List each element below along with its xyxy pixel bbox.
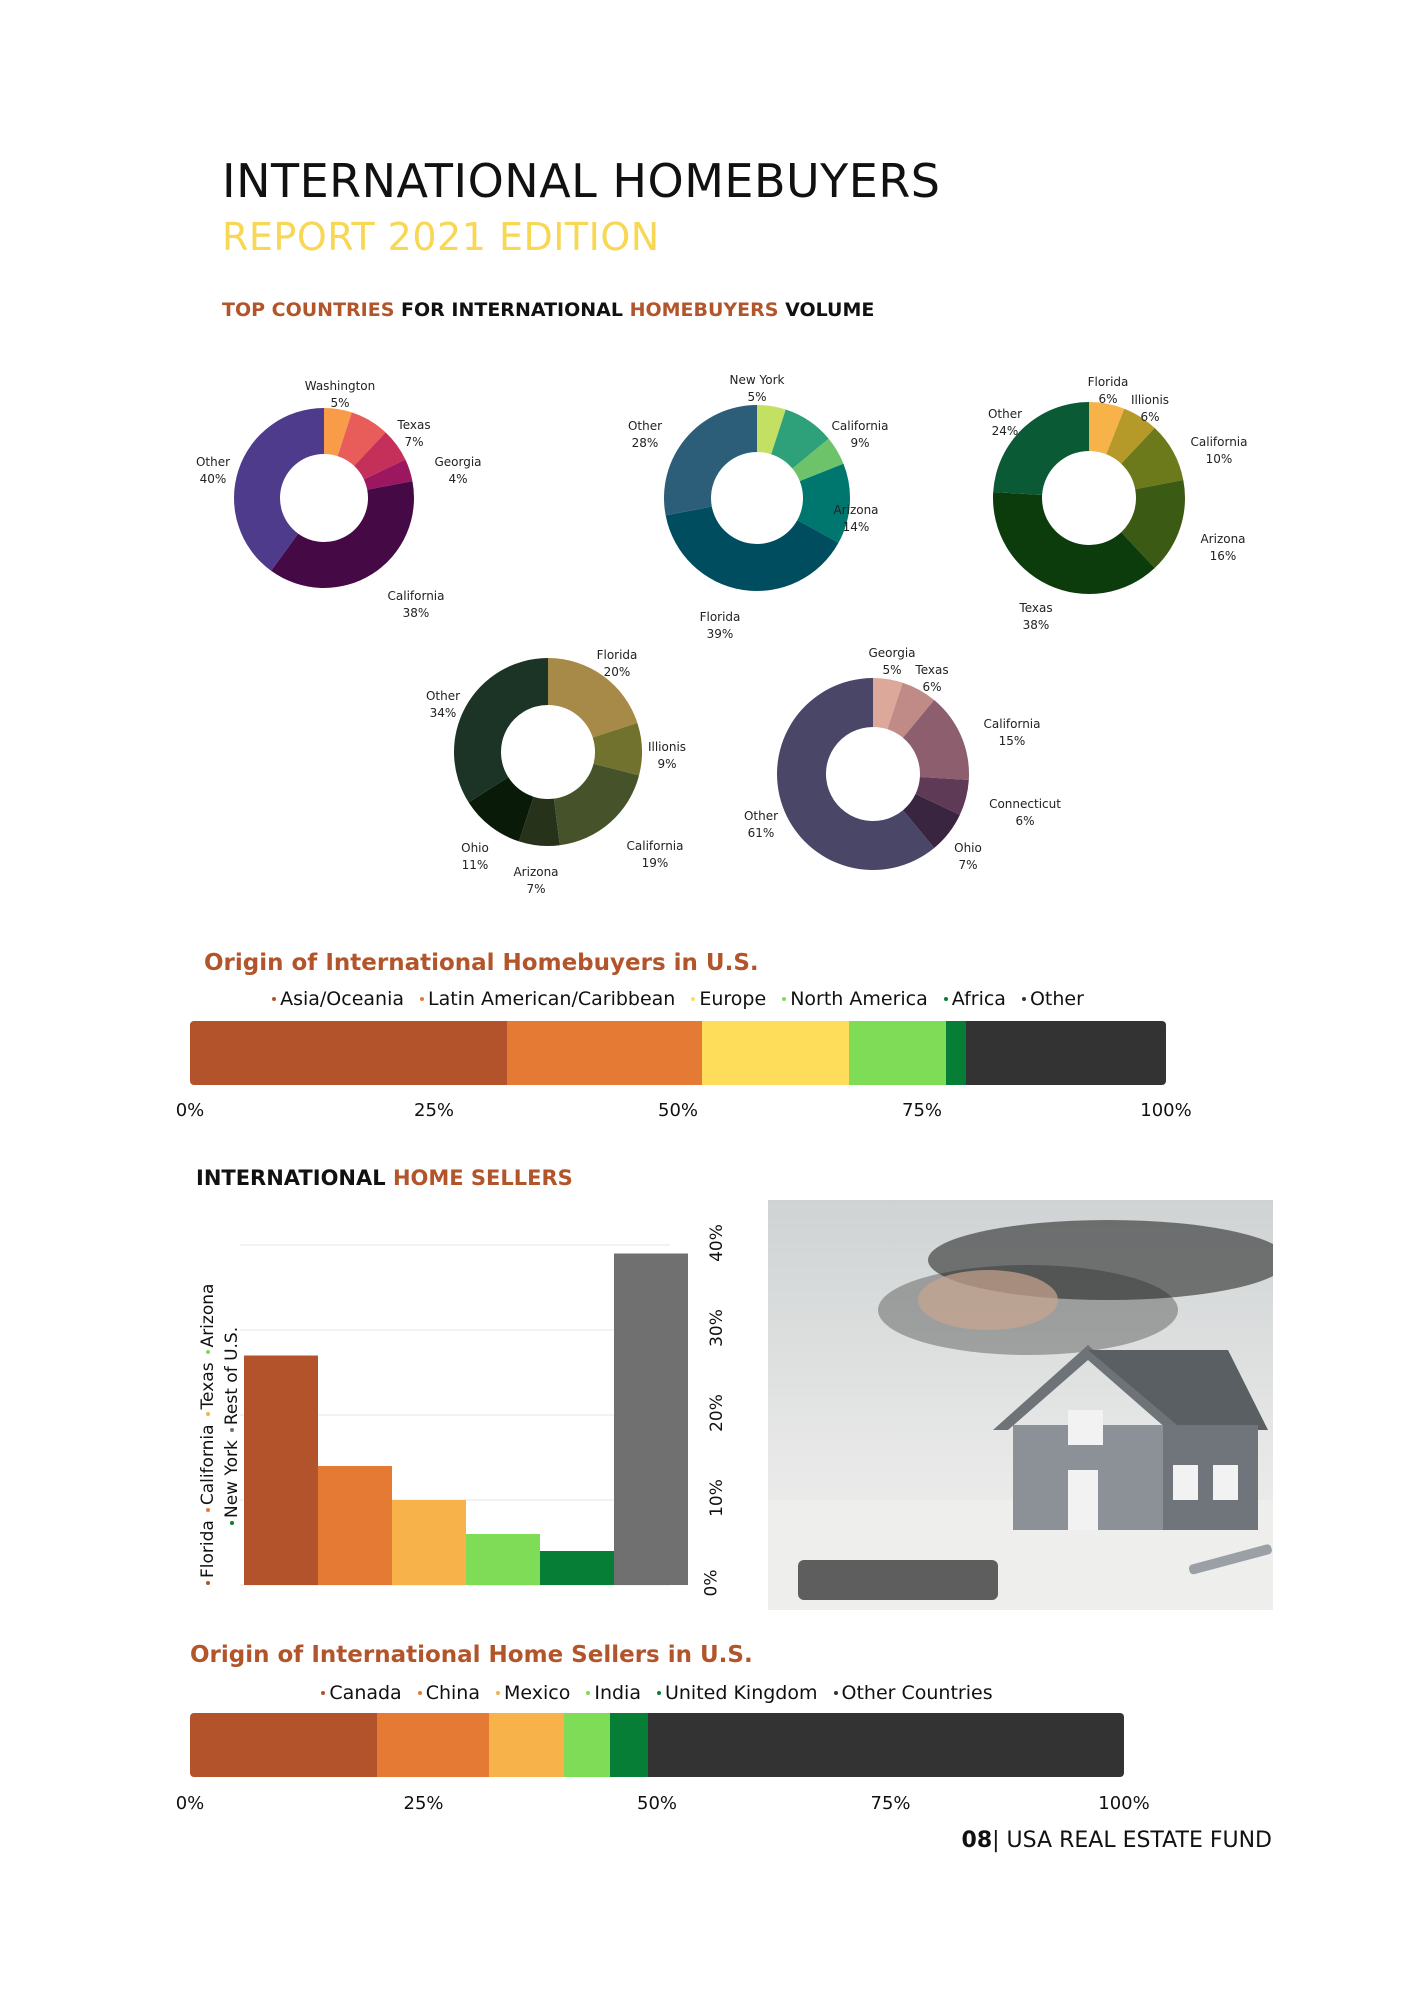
donut3-label [1191,434,1248,468]
legend-swatch [586,1691,590,1695]
legend-item [657,1682,818,1704]
legend-swatch [834,1691,838,1695]
slice-percent: 5% [747,390,767,404]
page-footer [962,1828,1272,1853]
slice-name: Other [743,809,779,823]
donut3-label [1200,531,1245,565]
donut4-chart [452,656,644,848]
legend-item [198,1520,218,1585]
slice-name: New York [729,373,785,387]
donut2-chart [662,403,852,593]
donut1-label [196,454,230,488]
legend-label: Other [1029,988,1084,1010]
bar-segment-mexico [489,1713,564,1777]
axis-tick-label: 0% [175,1100,205,1121]
slice-percent: 6% [1140,410,1160,424]
slice-percent: 5% [882,663,902,677]
house-handshake-photo [768,1200,1273,1610]
slice-percent: 61% [747,826,775,840]
donut2-label [700,609,741,643]
legend-label: North America [790,988,928,1010]
donut3-slice-texas [993,492,1155,594]
legend-label: Asia/Oceania [280,988,404,1010]
donut4-label [648,739,686,773]
donut3-label [1088,374,1129,408]
bar-segment-africa [946,1021,966,1085]
legend-item [321,1682,401,1704]
slice-name: Washington [304,379,376,393]
footer-text: | USA REAL ESTATE FUND [992,1828,1272,1853]
legend-swatch [206,1350,210,1354]
legend-label: Mexico [504,1682,571,1704]
slice-name: Florida [699,610,741,624]
bar-rest-of-u-s- [614,1254,688,1586]
axis-tick-label: 75% [870,1793,911,1814]
y-tick-label: 20% [706,1394,727,1432]
axis-tick-label: 0% [175,1793,205,1814]
slice-name: Georgia [434,455,482,469]
slice-percent: 24% [991,424,1019,438]
legend-swatch [206,1581,210,1585]
slice-percent: 10% [1205,452,1233,466]
legend-swatch [691,997,695,1001]
bar-texas [392,1500,466,1585]
slice-name: Other [987,407,1023,421]
axis-tick-label: 100% [1098,1793,1150,1814]
donut3-label [1019,600,1052,634]
page-subtitle: REPORT 2021 EDITION [222,215,660,259]
legend-item [198,1362,218,1416]
legend-label: China [425,1682,480,1704]
slice-name: California [831,419,889,433]
sellers-legend-row1 [198,1276,218,1585]
y-tick-label: 30% [706,1309,727,1347]
donut4-slice-other [454,658,548,802]
slice-percent: 11% [461,858,489,872]
legend-item [944,988,1006,1010]
donut4-label [597,647,638,681]
heading-part: FOR INTERNATIONAL [394,299,630,321]
legend-label: New York [222,1440,242,1518]
y-tick-label: 0% [701,1569,722,1597]
slice-name: Georgia [868,646,916,660]
legend-swatch [420,997,424,1001]
buyers-origin-bar [190,1021,1166,1085]
slice-percent: 9% [657,757,677,771]
legend-item [418,1682,480,1704]
donut5-label [984,716,1041,750]
legend-label: Canada [329,1682,402,1704]
legend-label: Texas [198,1362,218,1410]
slice-name: Texas [1019,601,1053,615]
slice-name: California [387,589,445,603]
slice-percent: 7% [526,882,546,896]
slice-name: California [626,839,684,853]
slice-percent: 6% [1098,392,1118,406]
slice-percent: 39% [706,627,734,641]
donut3-label [1131,392,1169,426]
legend-swatch [206,1508,210,1512]
bar-segment-europe [702,1021,848,1085]
sellers-origin-title: Origin of International Home Sellers in U.S. [190,1642,753,1668]
legend-swatch [321,1691,325,1695]
slice-percent: 4% [448,472,468,486]
page-number: 08 [961,1828,993,1853]
donut4-label [513,864,558,898]
axis-tick-label: 25% [413,1100,455,1121]
slice-name: Ohio [461,841,489,855]
donut5-label [989,796,1061,830]
slice-percent: 34% [429,706,457,720]
buyers-origin-legend [190,988,1166,1010]
slice-name: Texas [915,663,949,677]
slice-name: Other [195,455,231,469]
slice-percent: 7% [958,858,978,872]
slice-percent: 14% [842,520,870,534]
sellers-origin-bar [190,1713,1124,1777]
bar-florida [244,1356,318,1586]
bar-segment-north-america [849,1021,947,1085]
page-title: INTERNATIONAL HOMEBUYERS [222,154,941,208]
y-tick-label: 40% [706,1224,727,1262]
heading-part: INTERNATIONAL [196,1166,393,1190]
slice-name: Arizona [513,865,559,879]
donut1-label [397,417,430,451]
donut2-label [628,418,662,452]
bar-segment-canada [190,1713,377,1777]
bar-segment-asia-oceania [190,1021,507,1085]
slice-name: California [983,717,1041,731]
slice-percent: 20% [603,665,631,679]
legend-item [222,1440,242,1525]
bar-arizona [466,1534,540,1585]
donut3-label [988,406,1022,440]
legend-item [691,988,766,1010]
axis-tick-label: 75% [901,1100,943,1121]
legend-label: Florida [198,1520,218,1578]
legend-swatch [1022,997,1026,1001]
slice-name: Arizona [1200,532,1246,546]
donut5-label [744,808,778,842]
legend-item [222,1327,242,1432]
slice-name: Connecticut [989,797,1061,811]
legend-swatch [496,1691,500,1695]
donut2-label [832,418,889,452]
legend-item [420,988,675,1010]
heading-part: VOLUME [778,299,875,321]
slice-name: Texas [397,418,431,432]
legend-label: United Kingdom [664,1682,818,1704]
legend-label: India [594,1682,641,1704]
slice-name: Illionis [647,740,687,754]
legend-swatch [206,1412,210,1416]
slice-name: Other [627,419,663,433]
bar-segment-china [377,1713,489,1777]
slice-name: Florida [596,648,638,662]
legend-swatch [782,997,786,1001]
slice-name: California [1190,435,1248,449]
top-countries-heading [222,299,874,321]
slice-percent: 6% [922,680,942,694]
sellers-heading [196,1166,573,1190]
legend-label: Other Countries [841,1682,993,1704]
slice-percent: 7% [404,435,424,449]
slice-name: Illionis [1130,393,1170,407]
legend-item [586,1682,641,1704]
donut4-label [461,840,489,874]
slice-percent: 28% [631,436,659,450]
slice-percent: 6% [1015,814,1035,828]
legend-swatch [230,1428,234,1432]
legend-item [272,988,404,1010]
slice-name: Ohio [954,841,982,855]
legend-label: Europe [699,988,767,1010]
legend-item [496,1682,570,1704]
slice-name: Florida [1087,375,1129,389]
axis-tick-label: 50% [636,1793,678,1814]
axis-tick-label: 25% [403,1793,444,1814]
legend-label: Latin American/Caribbean [428,988,676,1010]
legend-label: Arizona [198,1283,218,1348]
donut4-label [627,838,684,872]
donut1-chart [232,406,416,590]
slice-percent: 38% [402,606,430,620]
slice-name: Arizona [833,503,879,517]
legend-label: Rest of U.S. [222,1326,242,1426]
slice-name: Other [425,689,461,703]
legend-swatch [418,1691,422,1695]
legend-swatch [272,997,276,1001]
bar-california [318,1466,392,1585]
sellers-bar-chart [240,1225,690,1600]
legend-label: California [198,1424,218,1506]
sellers-origin-legend [190,1682,1124,1704]
donut4-label [426,688,460,722]
slice-percent: 40% [199,472,227,486]
slice-percent: 5% [330,396,350,410]
legend-item [198,1284,218,1355]
legend-label: Africa [951,988,1006,1010]
bar-segment-other-countries [648,1713,1124,1777]
donut5-label [868,645,915,679]
legend-item [782,988,928,1010]
legend-swatch [657,1691,661,1695]
donut5-chart [775,676,971,872]
donut1-label [388,588,445,622]
donut2-label [730,372,785,406]
legend-item [1022,988,1084,1010]
slice-percent: 9% [850,436,870,450]
bar-segment-latin-american-caribbean [507,1021,702,1085]
buyers-origin-title: Origin of International Homebuyers in U.S. [204,950,759,976]
heading-part: HOMEBUYERS [629,299,779,321]
legend-swatch [230,1521,234,1525]
bar-new-york [540,1551,614,1585]
heading-part: TOP COUNTRIES [222,299,395,321]
legend-item [834,1682,993,1704]
axis-tick-label: 100% [1140,1100,1192,1121]
donut1-label [305,378,376,412]
bar-segment-other [966,1021,1166,1085]
donut2-label [833,502,878,536]
axis-tick-label: 50% [657,1100,699,1121]
heading-part: HOME SELLERS [392,1166,573,1190]
donut4-slice-california [554,764,639,846]
slice-percent: 19% [641,856,669,870]
donut5-label [954,840,982,874]
donut1-label [434,454,481,488]
legend-item [198,1424,218,1512]
sellers-legend-row2 [222,1319,242,1525]
legend-swatch [944,997,948,1001]
donut5-label [915,662,948,696]
slice-percent: 15% [998,734,1026,748]
donut2-slice-other [664,405,757,515]
slice-percent: 16% [1209,549,1237,563]
bar-segment-india [564,1713,611,1777]
y-tick-label: 10% [706,1479,727,1517]
bar-segment-united-kingdom [610,1713,647,1777]
slice-percent: 38% [1022,618,1050,632]
